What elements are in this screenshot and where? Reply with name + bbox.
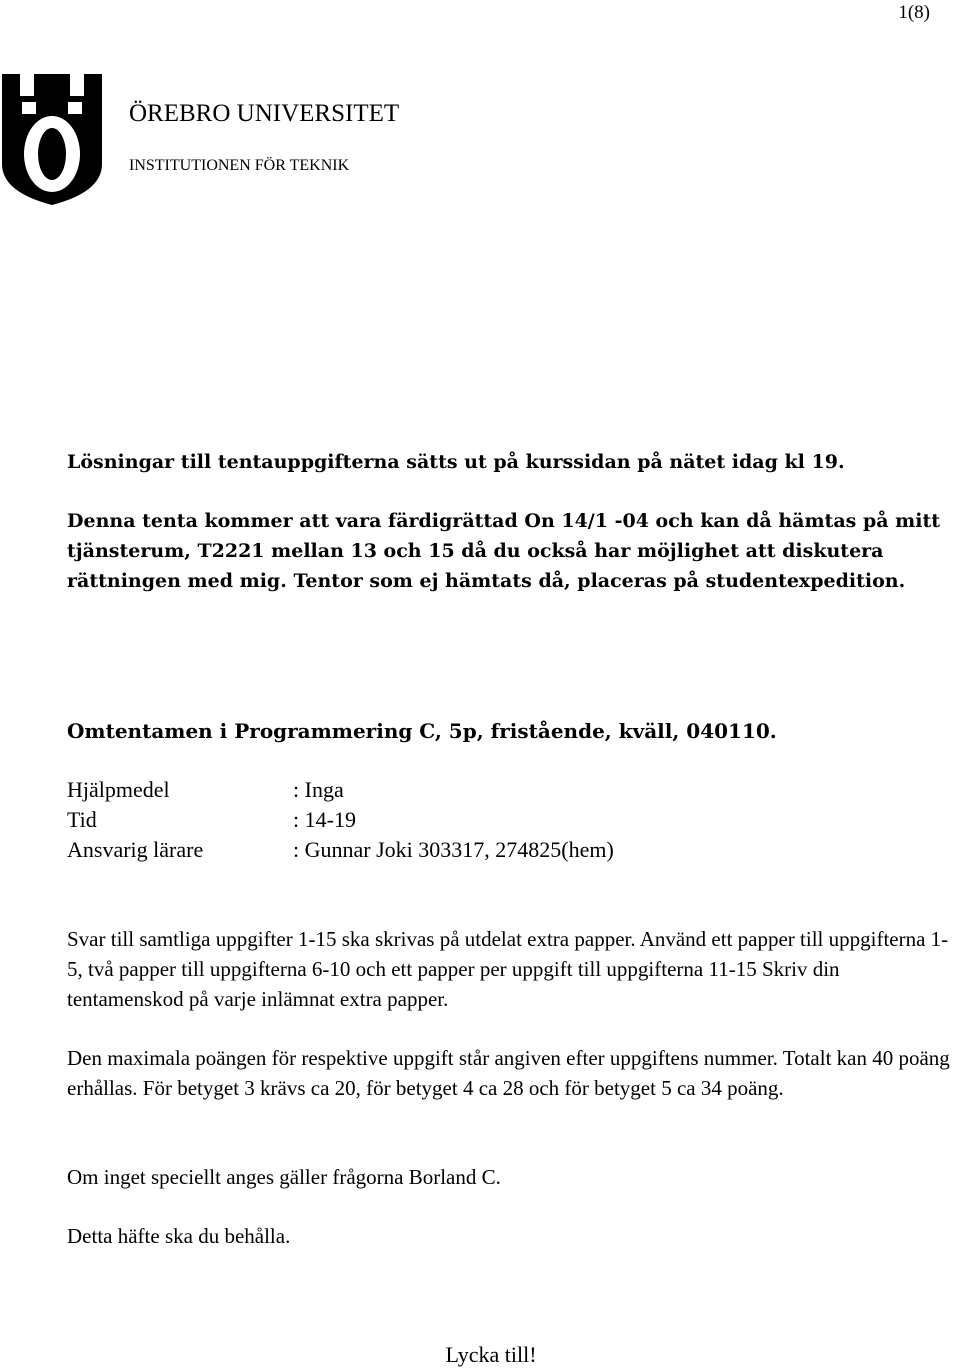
info-label: Tid: [67, 807, 97, 832]
solutions-notice: Lösningar till tentauppgifterna sätts ut på kurssidan på nätet idag kl 19.: [67, 451, 845, 473]
compiler-note: Om inget speciellt anges gäller frågorna Borland C.: [67, 1165, 501, 1189]
university-logo-icon: [0, 72, 104, 207]
grading-notice: Denna tenta kommer att vara färdigrättad On 14/1 -04 och kan då hämtas på mitt tjänsterum, T2221 mellan 13 och 15 då du också har möjlighet att diskutera rättningen med mig. Tentor som ej hämtats då, placeras på studentexpedition.: [67, 510, 941, 592]
info-value: : Gunnar Joki 303317, 274825(hem): [293, 837, 614, 862]
university-name: ÖREBRO UNIVERSITET: [129, 100, 400, 127]
info-label: Hjälpmedel: [67, 777, 170, 802]
answer-instructions: Svar till samtliga uppgifter 1-15 ska skrivas på utdelat extra papper. Använd ett papper till uppgifterna 1-5, två papper till uppgifterna 6-10 och ett papper per uppgift till uppgifterna 11-15 Skriv din tentamenskod på varje inlämnat extra papper.: [67, 927, 949, 1011]
info-value: : Inga: [293, 777, 344, 802]
keep-booklet-note: Detta häfte ska du behålla.: [67, 1224, 291, 1248]
info-row-teacher: [67, 835, 614, 865]
info-row-time: [67, 805, 614, 835]
exam-title: Omtentamen i Programmering C, 5p, fristående, kväll, 040110.: [67, 719, 777, 743]
info-value: : 14-19: [293, 807, 356, 832]
info-label: Ansvarig lärare: [67, 837, 204, 862]
good-luck-text: Lycka till!: [445, 1342, 537, 1367]
exam-info-table: [67, 775, 614, 865]
grading-instructions: Den maximala poängen för respektive uppgift står angiven efter uppgiftens nummer. Totalt kan 40 poäng erhållas. För betyget 3 krävs ca 20, för betyget 4 ca 28 och för betyget 5 ca 34 poäng.: [67, 1046, 950, 1100]
page-number: 1(8): [898, 2, 930, 23]
institution-name: INSTITUTIONEN FÖR TEKNIK: [129, 157, 350, 174]
info-row-aids: [67, 775, 614, 805]
